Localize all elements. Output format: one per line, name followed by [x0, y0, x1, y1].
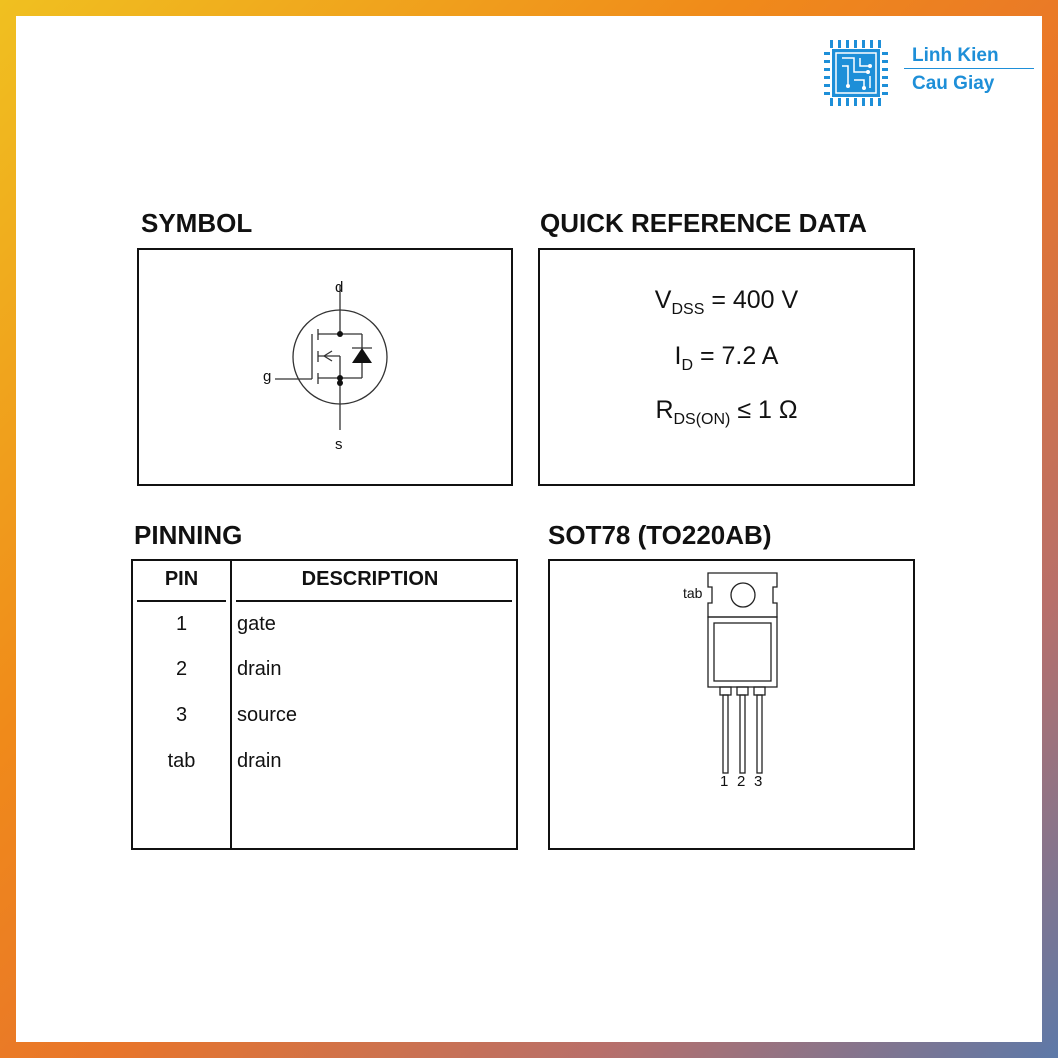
pin-number: 1	[175, 613, 188, 635]
brand-line-2: Cau Giay	[912, 73, 995, 94]
pin-header: PIN	[164, 568, 199, 590]
id-symbol: I	[674, 342, 682, 370]
brand-divider	[904, 68, 1034, 69]
datasheet-page	[16, 16, 1042, 1042]
brand-logo	[824, 38, 1034, 108]
source-label: s	[335, 436, 343, 453]
tab-label: tab	[683, 585, 703, 601]
n-channel-mosfet-symbol-icon	[139, 250, 511, 484]
pinning-heading: PINNING	[134, 520, 243, 550]
vdss-subscript: DSS	[671, 301, 705, 318]
rdson-rating: ≤ 1 Ω	[730, 396, 798, 424]
vdss-value	[540, 286, 913, 319]
pin-description: drain	[237, 658, 282, 680]
id-rating: = 7.2 A	[693, 342, 779, 370]
package-heading: SOT78 (TO220AB)	[548, 520, 772, 550]
brand-line-1: Linh Kien	[912, 45, 999, 66]
pinning-table	[131, 559, 518, 850]
to220-package-outline-icon	[550, 561, 913, 848]
rdson-symbol: R	[655, 396, 674, 424]
description-header: DESCRIPTION	[301, 568, 439, 590]
quick-reference-box	[538, 248, 915, 486]
symbol-box	[137, 248, 513, 486]
id-subscript: D	[681, 357, 693, 374]
pin-description: source	[237, 704, 298, 726]
pin-description: drain	[237, 750, 282, 772]
vdss-symbol: V	[654, 286, 672, 314]
header-rule-description	[236, 600, 512, 602]
chip-icon	[824, 38, 894, 108]
quick-reference-heading: QUICK REFERENCE DATA	[540, 208, 867, 238]
vdss-rating: = 400 V	[704, 286, 799, 314]
column-divider	[230, 561, 232, 848]
header-rule-pin	[137, 600, 226, 602]
pin-number: tab	[167, 750, 196, 772]
id-value	[540, 342, 913, 375]
pin-description: gate	[237, 613, 276, 635]
pin-number: 2	[175, 658, 188, 680]
symbol-heading: SYMBOL	[141, 208, 253, 238]
package-box	[548, 559, 915, 850]
pin-number: 3	[175, 704, 188, 726]
gate-label: g	[263, 368, 272, 385]
pin-label-3: 3	[754, 773, 763, 790]
brand-name	[912, 42, 999, 98]
drain-label: d	[335, 279, 344, 296]
rdson-subscript: DS(ON)	[673, 411, 731, 428]
rdson-value	[540, 396, 913, 429]
pin-label-1: 1	[720, 773, 729, 790]
pin-label-2: 2	[737, 773, 746, 790]
